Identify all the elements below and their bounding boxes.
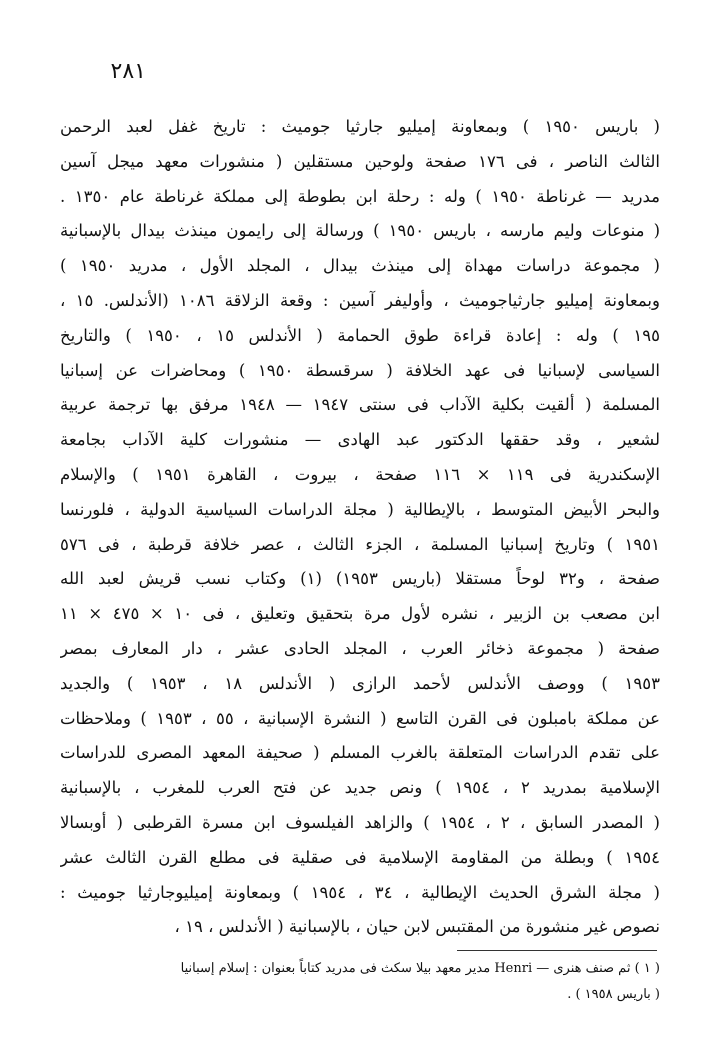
text-line: لشعير ، وقد حققها الدكتور عبد الهادى — منشورات كلية الآداب بجامعة	[60, 430, 660, 450]
text-line: والبحر الأبيض المتوسط ، بالإيطالية ( مجلة الدراسات السياسية الدولية ، فلورنسا	[60, 499, 660, 519]
text-line: المسلمة ( ألقيت بكلية الآداب فى سنتى ١٩٤٧ — ١٩٤٨ مرفق بها ترجمة عربية	[60, 395, 660, 415]
footnote-line: ( ١ ) ثم صنف هنرى — Henri مدير معهد بيلا سكث فى مدريد كتاباً بعنوان : إسلام إسبانيا	[180, 961, 660, 976]
text-line: السياسى لإسبانيا فى عهد الخلافة ( سرقسطة ١٩٥٠ ) ومحاضرات عن إسبانيا	[60, 360, 660, 380]
text-line: ( مجموعة دراسات مهداة إلى مينذث بيدال ، المجلد الأول ، مدريد ١٩٥٠ )	[60, 256, 660, 276]
text-line: صفحة ( مجموعة ذخائر العرب ، المجلد الحادى عشر ، دار المعارف بمصر	[60, 638, 660, 658]
body-text	[60, 110, 660, 945]
text-line: الإسلامية بمدريد ٢ ، ١٩٥٤ ) ونص جديد عن فتح العرب للمغرب ، بالإسبانية	[60, 778, 660, 798]
text-line: ( باريس ١٩٥٠ ) وبمعاونة إميليو جارثيا جوميث : تاريخ غفل لعبد الرحمن	[60, 117, 660, 136]
text-line: ابن مصعب بن الزبير ، نشره لأول مرة بتحقيق وتعليق ، فى ١٠ × ٤٧٥ × ١١	[60, 604, 660, 624]
page-number: ٢٨١	[110, 59, 146, 84]
text-line: ( منوعات وليم مارسه ، باريس ١٩٥٠ ) ورسالة إلى رايمون مينذث بيدال بالإسبانية	[60, 221, 660, 241]
text-line: عن مملكة بامبلون فى القرن التاسع ( النشرة الإسبانية ، ٥٥ ، ١٩٥٣ ) وملاحظات	[60, 708, 660, 728]
text-line: ( المصدر السابق ، ٢ ، ١٩٥٤ ) والزاهد الفيلسوف ابن مسرة القرطبى ( أوبسالا	[60, 812, 660, 832]
text-line: ١٩٥٣ ) ووصف الأندلس لأحمد الرازى ( الأندلس ١٨ ، ١٩٥٣ ) والجديد	[60, 673, 660, 693]
footnote-line: ( باريس ١٩٥٨ ) .	[567, 987, 660, 1002]
text-line: الثالث الناصر ، فى ١٧٦ صفحة ولوحين مستقلين ( منشورات معهد ميجل آسين	[60, 151, 660, 171]
text-line: ١٩٥ ) وله : إعادة قراءة طوق الحمامة ( الأندلس ١٥ ، ١٩٥٠ ) والتاريخ	[60, 325, 660, 345]
text-line: وبمعاونة إميليو جارثياجوميث ، وأوليفر آسين : وقعة الزلاقة ١٠٨٦ (الأندلس. ١٥ ،	[60, 290, 660, 310]
text-line: ١٩٥٤ ) وبطلة من المقاومة الإسلامية فى صقلية فى مطلع القرن الثالث عشر	[60, 847, 660, 867]
text-line: مدريد — غرناطة ١٩٥٠ ) وله : رحلة ابن بطوطة إلى مملكة غرناطة عام ١٣٥٠ .	[60, 186, 660, 206]
text-line: ١٩٥١ ) وتاريخ إسبانيا المسلمة ، الجزء الثالث ، عصر خلافة قرطبة ، فى ٥٧٦	[60, 534, 660, 554]
footnote-separator	[457, 950, 657, 951]
text-line: الإسكندرية فى ١١٩ × ١١٦ صفحة ، بيروت ، القاهرة ١٩٥١ ) والإسلام	[60, 464, 660, 484]
text-line: على تقدم الدراسات المتعلقة بالغرب المسلم ( صحيفة المعهد المصرى للدراسات	[60, 743, 660, 763]
text-line: ( مجلة الشرق الحديث الإيطالية ، ٣٤ ، ١٩٥٤ ) وبمعاونة إميليوجارثيا جوميث :	[60, 882, 660, 902]
text-line: نصوص غير منشورة من المقتبس لابن حيان ، بالإسبانية ( الأندلس ، ١٩ ،	[174, 917, 660, 937]
text-line: صفحة ، و٣٢ لوحاً مستقلا (باريس ١٩٥٣) (١) وكتاب نسب قريش لعبد الله	[60, 569, 660, 589]
footnote	[60, 956, 660, 1008]
